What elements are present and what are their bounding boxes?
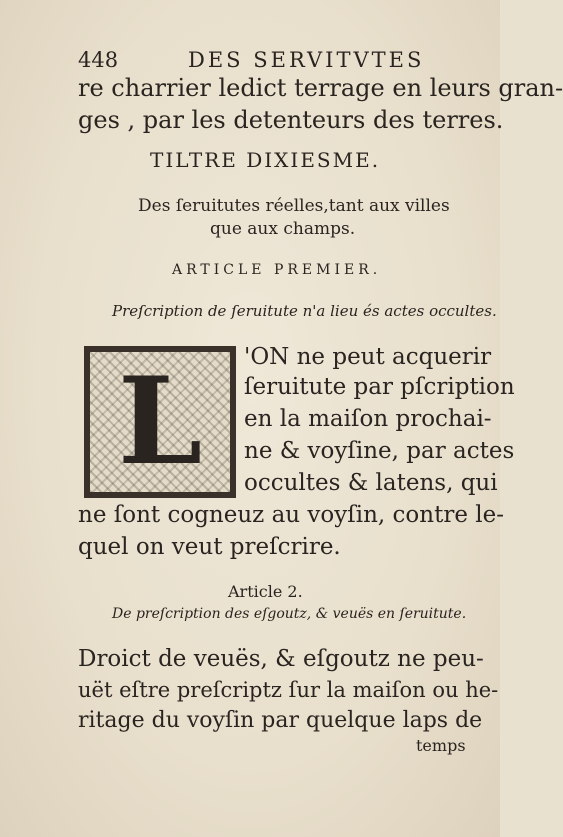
text-line: ges , par les detenteurs des terres.	[78, 106, 504, 134]
text-line: ne ſont cogneuz au voyſin, contre le-	[78, 502, 504, 528]
text-line: occultes & latens, qui	[244, 470, 498, 496]
text-line: ſeruitute par pſcription	[244, 374, 515, 400]
article-heading: Article 2.	[228, 582, 303, 601]
section-subtitle-line: Des ſeruitutes réelles,tant aux villes	[138, 196, 450, 216]
section-subtitle-line: que aux champs.	[210, 219, 356, 239]
article-heading: ARTICLE PREMIER.	[172, 262, 382, 278]
section-title: TILTRE DIXIESME.	[150, 148, 381, 172]
text-line: quel on veut preſcrire.	[78, 534, 341, 560]
article-summary: De preſcription des eſgoutz, & veuës en ſeruitute.	[112, 606, 467, 622]
running-head: DES SERVITVTES	[188, 48, 425, 72]
text-line: re charrier ledict terrage en leurs gran-	[78, 74, 563, 102]
article-summary: Preſcription de ſeruitute n'a lieu és actes occultes.	[112, 302, 497, 320]
decorated-initial	[84, 346, 236, 498]
text-line: 'ON ne peut acquerir	[244, 344, 492, 370]
page-number: 448	[78, 48, 119, 72]
text-line: en la maiſon prochai-	[244, 406, 492, 432]
catchword: temps	[416, 736, 466, 755]
initial-letter: L	[117, 351, 203, 492]
text-line: Droict de veuës, & eſgoutz ne peu-	[78, 646, 484, 672]
text-line: ritage du voyſin par quelque laps de	[78, 708, 483, 733]
text-line: uët eſtre preſcriptz ſur la maiſon ou he-	[78, 678, 499, 702]
text-line: ne & voyſine, par actes	[244, 438, 515, 464]
